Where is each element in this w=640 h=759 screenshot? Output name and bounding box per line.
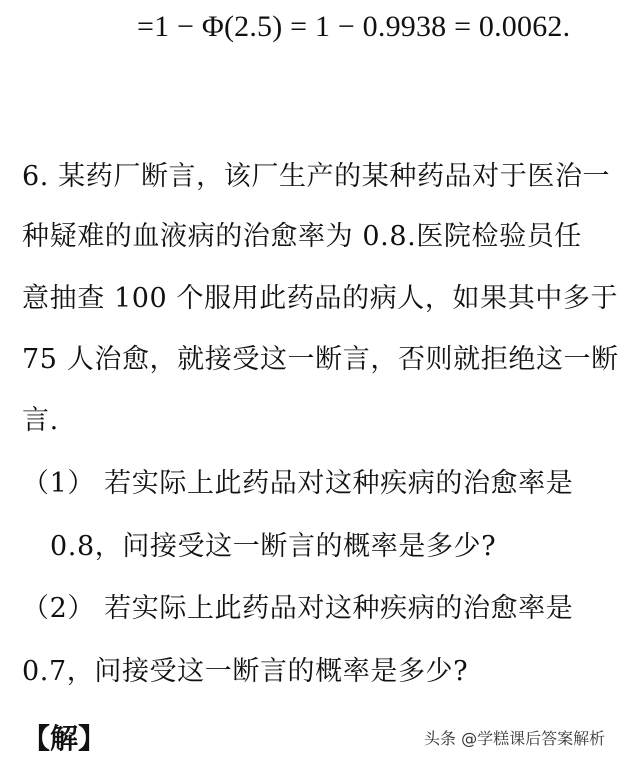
formula-line: =1 − Φ(2.5) = 1 − 0.9938 = 0.0062. [137, 10, 571, 43]
problem-line-1: 6. 某药厂断言，该厂生产的某种药品对于医治一 [22, 161, 611, 192]
problem-line-2: 种疑难的血液病的治愈率为 0.8.医院检验员任 [22, 221, 582, 252]
question-2-line-1: （2） 若实际上此药品对这种疾病的治愈率是 [22, 593, 574, 624]
problem-line-3: 意抽查 100 个服用此药品的病人，如果其中多于 [22, 283, 619, 314]
question-2-line-2: 0.7，问接受这一断言的概率是多少? [22, 656, 469, 687]
problem-line-4: 75 人治愈，就接受这一断言，否则就拒绝这一断 [22, 344, 619, 375]
problem-line-5: 言. [22, 405, 59, 436]
solution-label: 【解】 [22, 722, 107, 755]
question-1-line-2: 0.8，问接受这一断言的概率是多少? [50, 531, 497, 562]
watermark-text: 头条 @学糕课后答案解析 [424, 729, 606, 748]
question-1-line-1: （1） 若实际上此药品对这种疾病的治愈率是 [22, 468, 574, 499]
